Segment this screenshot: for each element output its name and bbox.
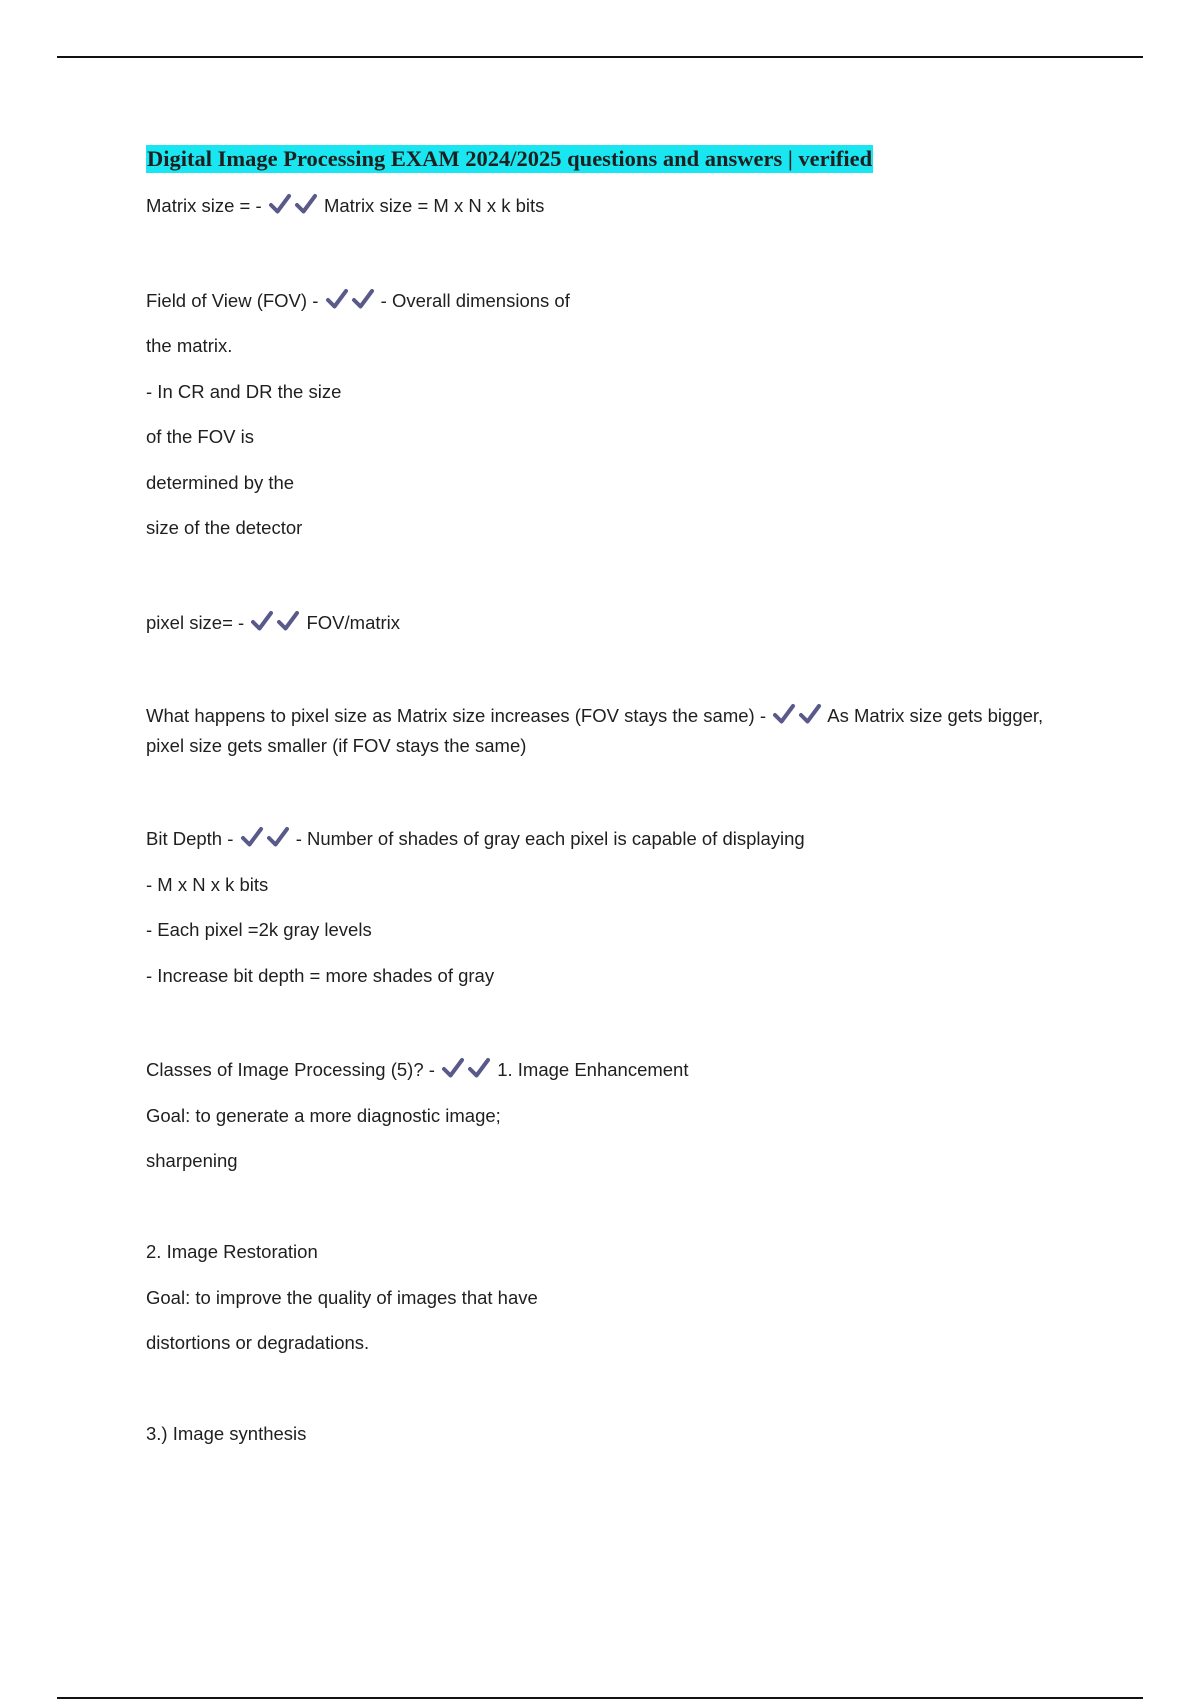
answer-continuation: - Each pixel =2k gray levels — [146, 919, 372, 940]
checkmark-icon — [268, 193, 292, 215]
entry-classes — [146, 1056, 689, 1084]
checkmark-icon — [798, 703, 822, 725]
checkmark-icon — [772, 703, 796, 725]
question-text: What happens to pixel size as Matrix size increases (FOV stays the same) - — [146, 705, 766, 726]
checkmark-icon — [266, 826, 290, 848]
answer-continuation: - Increase bit depth = more shades of gray — [146, 965, 495, 986]
answer-text: As Matrix size gets bigger, pixel size gets smaller (if FOV stays the same) — [146, 705, 1044, 756]
answer-text: - Number of shades of gray each pixel is capable of displaying — [295, 828, 805, 849]
document-title: Digital Image Processing EXAM 2024/2025 questions and answers | verified — [147, 146, 873, 171]
checkmark-icon — [351, 288, 375, 310]
header-rule — [57, 56, 1143, 58]
checkmark-icon — [467, 1057, 491, 1079]
checkmark-icon — [325, 288, 349, 310]
text-line: 3.) Image synthesis — [146, 1423, 307, 1444]
answer-continuation: sharpening — [146, 1150, 238, 1171]
checkmark-icon — [240, 826, 264, 848]
entry-bit-depth — [146, 825, 805, 853]
answer-continuation: - In CR and DR the size — [146, 381, 342, 402]
answer-text: FOV/matrix — [306, 612, 401, 633]
question-text: Field of View (FOV) - — [146, 290, 319, 311]
text-line: distortions or degradations. — [146, 1332, 370, 1353]
answer-text: - Overall dimensions of — [380, 290, 570, 311]
answer-continuation: - M x N x k bits — [146, 874, 269, 895]
checkmark-icon — [250, 610, 274, 632]
answer-continuation: determined by the — [146, 472, 295, 493]
entry-matrix-increase — [146, 701, 1086, 761]
answer-continuation: of the FOV is — [146, 426, 254, 447]
question-text: Matrix size = - — [146, 195, 262, 216]
answer-continuation: size of the detector — [146, 517, 303, 538]
answer-continuation: the matrix. — [146, 335, 233, 356]
checkmark-icon — [441, 1057, 465, 1079]
answer-text: Matrix size = M x N x k bits — [323, 195, 545, 216]
checkmark-icon — [276, 610, 300, 632]
entry-matrix-size — [146, 192, 544, 220]
text-line: 2. Image Restoration — [146, 1241, 318, 1262]
entry-fov — [146, 287, 570, 315]
question-text: Classes of Image Processing (5)? - — [146, 1059, 435, 1080]
answer-text: 1. Image Enhancement — [497, 1059, 689, 1080]
question-text: pixel size= - — [146, 612, 245, 633]
footer-rule — [57, 1697, 1143, 1699]
answer-continuation: Goal: to generate a more diagnostic image; — [146, 1105, 501, 1126]
question-text: Bit Depth - — [146, 828, 234, 849]
text-line: Goal: to improve the quality of images that have — [146, 1287, 538, 1308]
checkmark-icon — [294, 193, 318, 215]
entry-pixel-size — [146, 609, 400, 637]
